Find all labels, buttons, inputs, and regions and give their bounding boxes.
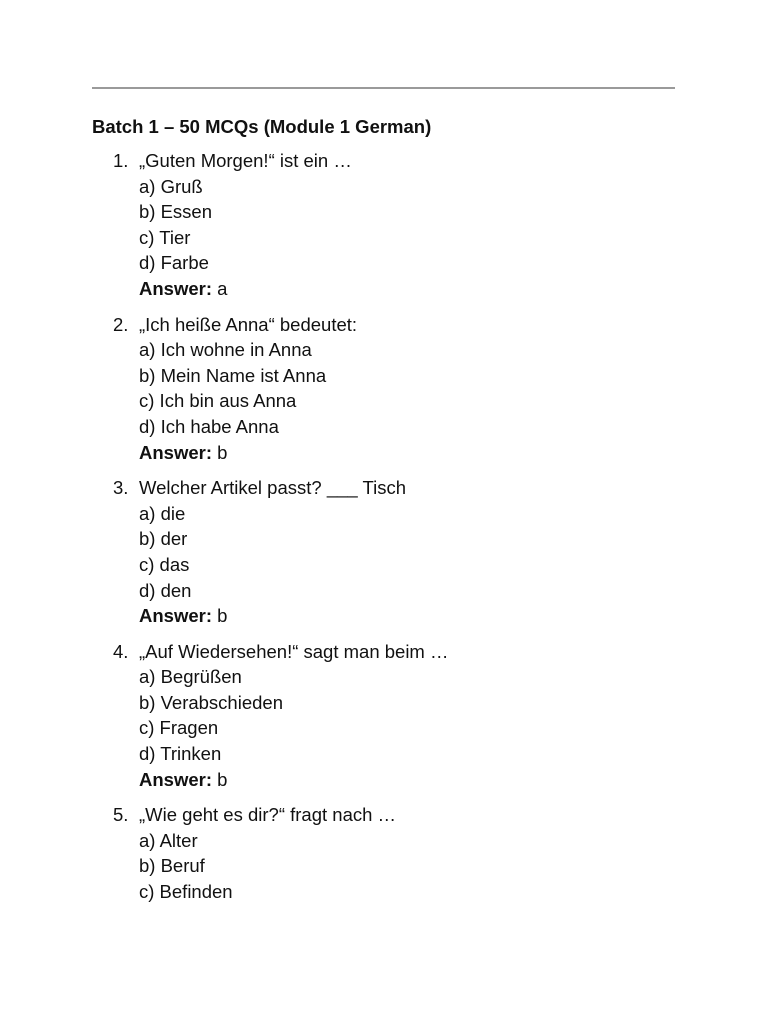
option-b: b) Essen — [139, 201, 213, 223]
option-a: a) Begrüßen — [139, 666, 242, 688]
question-number: 3. — [113, 477, 129, 499]
answer-value: b — [217, 768, 228, 790]
answer-label: Answer: — [139, 441, 212, 463]
question-stem — [113, 475, 693, 501]
answer-value: b — [217, 441, 228, 463]
option-c: c) Befinden — [139, 881, 233, 903]
option-b: b) Mein Name ist Anna — [139, 364, 327, 386]
option-d: d) Ich habe Anna — [139, 415, 279, 437]
answer-line — [139, 767, 693, 793]
answer-line — [139, 603, 693, 629]
question-stem — [113, 312, 693, 338]
answer-label: Answer: — [139, 277, 212, 299]
question-5 — [113, 802, 693, 904]
question-number: 2. — [113, 313, 129, 335]
option-d: d) Trinken — [139, 743, 222, 765]
question-text: „Guten Morgen!“ ist ein … — [139, 150, 352, 171]
question-stem — [113, 148, 693, 174]
question-4 — [113, 639, 693, 793]
option-d: d) den — [139, 579, 192, 601]
question-number: 4. — [113, 640, 129, 662]
answer-line — [139, 276, 693, 302]
answer-label: Answer: — [139, 605, 212, 627]
question-list — [113, 148, 693, 915]
answer-value: b — [217, 605, 228, 627]
question-2 — [113, 312, 693, 466]
answer-line — [139, 440, 693, 466]
question-text: Welcher Artikel passt? ___ Tisch — [139, 477, 407, 499]
question-1 — [113, 148, 693, 302]
question-number: 5. — [113, 804, 129, 826]
option-c: c) Ich bin aus Anna — [139, 390, 297, 412]
question-text: „Auf Wiedersehen!“ sagt man beim … — [139, 640, 449, 662]
answer-value: a — [217, 277, 228, 299]
question-text: „Wie geht es dir?“ fragt nach … — [139, 804, 397, 826]
option-c: c) Tier — [139, 226, 191, 248]
question-text: „Ich heiße Anna“ bedeutet: — [139, 313, 358, 335]
option-b: b) Verabschieden — [139, 691, 283, 713]
option-c: c) Fragen — [139, 717, 219, 739]
option-a: a) Gruß — [139, 175, 203, 197]
document-title: Batch 1 – 50 MCQs (Module 1 German) — [92, 116, 432, 137]
option-a: a) die — [139, 502, 186, 524]
option-a: a) Ich wohne in Anna — [139, 339, 312, 361]
horizontal-rule — [92, 87, 675, 89]
option-c: c) das — [139, 553, 190, 575]
option-a: a) Alter — [139, 829, 198, 851]
option-b: b) Beruf — [139, 855, 205, 877]
option-b: b) der — [139, 528, 188, 550]
question-3 — [113, 475, 693, 629]
answer-label: Answer: — [139, 768, 212, 790]
option-d: d) Farbe — [139, 252, 209, 274]
question-stem — [113, 639, 693, 665]
question-number: 1. — [113, 150, 129, 171]
question-stem — [113, 802, 693, 828]
